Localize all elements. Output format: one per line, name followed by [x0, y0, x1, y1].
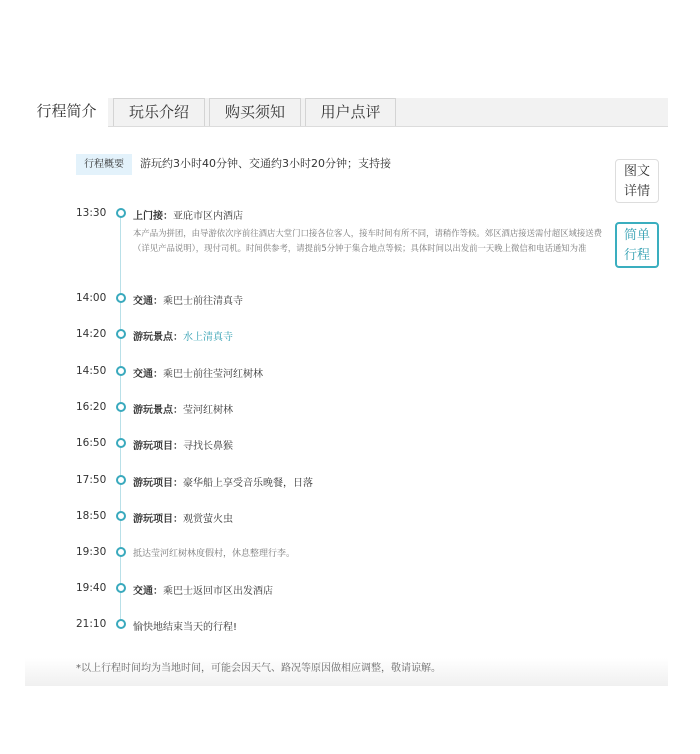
graphic-detail-label: 图文详情 [623, 164, 650, 199]
timeline-dot [116, 366, 126, 376]
timeline-detail: 乘巴士返回市区出发酒店 [163, 586, 273, 597]
timeline-label: 交通： [133, 369, 163, 380]
timeline-time: 21:10 [76, 618, 107, 630]
timeline-label: 上门接： [133, 211, 173, 222]
timeline-time: 18:50 [76, 510, 107, 522]
timeline-time: 19:40 [76, 582, 107, 594]
tab-user-reviews[interactable]: 用户点评 [305, 98, 396, 126]
timeline-label: 游玩项目： [133, 478, 183, 489]
timeline-content [133, 401, 603, 416]
timeline-time: 14:50 [76, 365, 107, 377]
tab-itinerary-summary[interactable]: 行程简介 [25, 98, 108, 127]
timeline-content [133, 437, 603, 452]
timeline-label: 交通： [133, 296, 163, 307]
timeline-dot [116, 438, 126, 448]
timeline-detail: 乘巴士前往清真寺 [163, 296, 243, 307]
timeline-detail: 观赏萤火虫 [183, 514, 233, 525]
timeline-dot [116, 208, 126, 218]
timeline-time: 19:30 [76, 546, 107, 558]
timeline-dot [116, 475, 126, 485]
timeline-dot [116, 583, 126, 593]
timeline-detail: 愉快地结束当天的行程! [133, 622, 238, 633]
timeline-time: 17:50 [76, 474, 107, 486]
timeline-dot [116, 402, 126, 412]
timeline-content [133, 328, 603, 343]
timeline-content [133, 365, 603, 380]
timeline-label: 游玩景点： [133, 332, 183, 343]
timeline-dot [116, 511, 126, 521]
timeline-dot [116, 293, 126, 303]
simple-itinerary-button[interactable] [615, 222, 659, 268]
timeline-label: 交通： [133, 586, 163, 597]
timeline-dot [116, 547, 126, 557]
footer-note: *以上行程时间均为当地时间，可能会因天气、路况等原因做相应调整，敬请谅解。 [25, 658, 668, 686]
overview-tag: 行程概要 [76, 154, 132, 175]
timeline-content [133, 618, 603, 633]
tab-bar [25, 98, 668, 127]
itinerary-overview [76, 154, 391, 175]
timeline-content [133, 510, 603, 525]
graphic-detail-button[interactable] [615, 159, 659, 203]
timeline-time: 14:00 [76, 292, 107, 304]
overview-text: 游玩约3小时40分钟、交通约3小时20分钟；支持接 [140, 157, 391, 170]
timeline-detail: 乘巴士前往莹河红树林 [163, 369, 263, 380]
timeline-detail: 亚庇市区内酒店 [173, 211, 243, 222]
timeline-time: 16:50 [76, 437, 107, 449]
timeline-detail: 莹河红树林 [183, 405, 233, 416]
timeline-content [133, 474, 603, 489]
timeline-detail: 豪华船上享受音乐晚餐，日落 [183, 478, 313, 489]
timeline-content [133, 292, 603, 307]
timeline-label: 游玩项目： [133, 441, 183, 452]
timeline-dot [116, 329, 126, 339]
timeline-detail: 抵达莹河红树林度假村，休息整理行李。 [133, 549, 296, 559]
timeline-content [133, 546, 603, 559]
simple-itinerary-label: 简单行程 [623, 228, 650, 263]
timeline-dot [116, 619, 126, 629]
timeline-line [120, 210, 121, 622]
timeline-time: 13:30 [76, 207, 107, 219]
timeline-content [133, 207, 603, 256]
timeline-label: 游玩景点： [133, 405, 183, 416]
tab-purchase-notes[interactable]: 购买须知 [209, 98, 301, 126]
timeline-time: 14:20 [76, 328, 107, 340]
timeline-description: 本产品为拼团，由导游依次序前往酒店大堂门口接各位客人，接车时间有所不同，请稍作等候。郊区酒店接送需付超区域接送费（详见产品说明），现付司机。时间供参考，请提前5分钟于集合地点等候；具体时间以出发前一天晚上微信和电话通知为准 [133, 228, 602, 253]
timeline-content [133, 582, 603, 597]
tab-activity-intro[interactable]: 玩乐介绍 [113, 98, 205, 126]
timeline-detail: 寻找长鼻猴 [183, 441, 233, 452]
attraction-link[interactable]: 水上清真寺 [183, 332, 233, 343]
timeline-time: 16:20 [76, 401, 107, 413]
timeline-label: 游玩项目： [133, 514, 183, 525]
